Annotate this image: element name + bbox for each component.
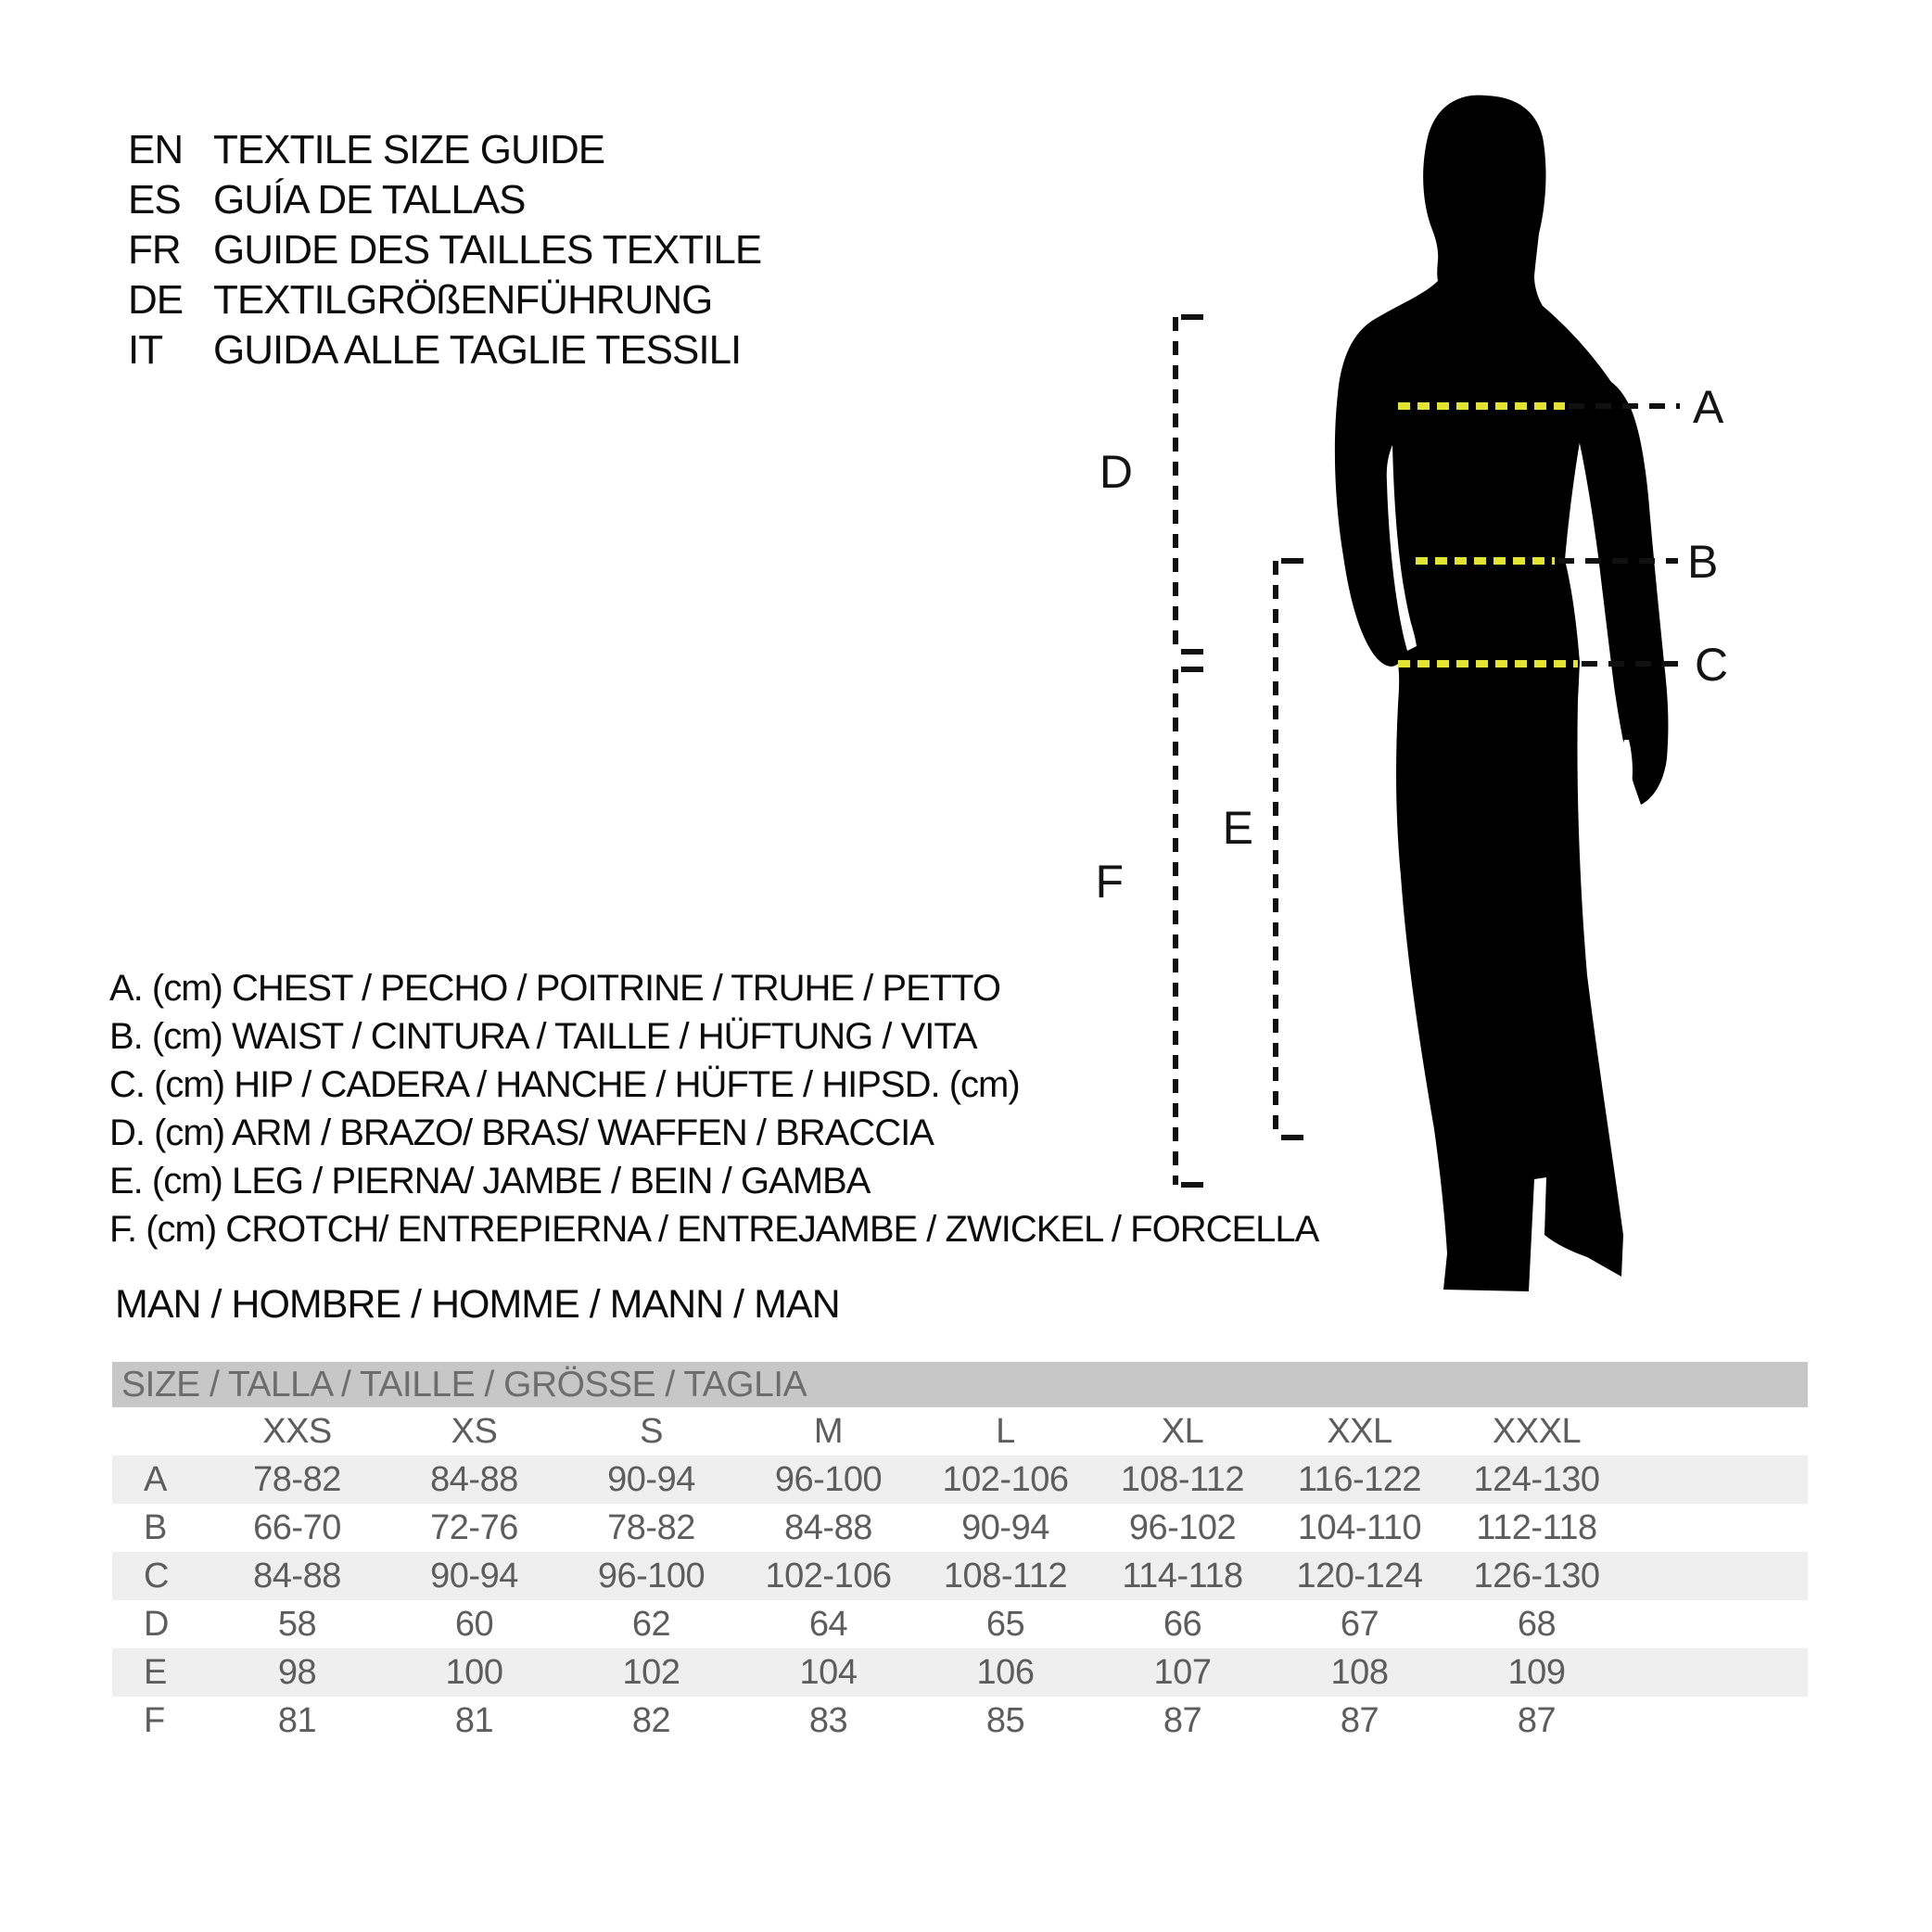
cell: 84-88	[430, 1459, 518, 1499]
figure-label-f: F	[1095, 856, 1124, 908]
cell: 114-118	[1122, 1556, 1243, 1595]
table-row	[112, 1697, 1808, 1745]
cell: 87	[1517, 1700, 1557, 1740]
cell: 87	[1163, 1700, 1202, 1740]
cell: 124-130	[1473, 1459, 1600, 1499]
column-header: XXS	[262, 1411, 332, 1451]
cell: 109	[1507, 1652, 1566, 1692]
cell: 108-112	[1120, 1459, 1245, 1499]
cell: 82	[631, 1700, 671, 1740]
cell: 72-76	[430, 1507, 518, 1547]
row-label: F	[144, 1700, 165, 1740]
row-label: E	[144, 1652, 167, 1692]
language-row	[128, 125, 761, 175]
cell: 90-94	[607, 1459, 695, 1499]
measurement-legend	[109, 964, 1318, 1253]
cell: 65	[985, 1604, 1025, 1644]
language-row	[128, 175, 761, 225]
column-header: XS	[451, 1411, 498, 1451]
figure-label-b: B	[1687, 536, 1719, 588]
category-line: MAN / HOMBRE / HOMME / MANN / MAN	[115, 1282, 840, 1327]
language-title-block	[128, 125, 761, 375]
column-header: XXL	[1327, 1411, 1392, 1451]
legend-item: F. (cm) CROTCH/ ENTREPIERNA / ENTREJAMBE / ZWICKEL / FORCELLA	[109, 1209, 1319, 1250]
cell: 64	[808, 1604, 848, 1644]
cell: 66	[1163, 1604, 1202, 1644]
figure-label-c: C	[1695, 639, 1729, 691]
cell: 68	[1517, 1604, 1557, 1644]
cell: 60	[454, 1604, 494, 1644]
cell: 98	[277, 1652, 317, 1692]
cell: 78-82	[607, 1507, 695, 1547]
column-header: XXXL	[1492, 1411, 1582, 1451]
size-table-title-bar: SIZE / TALLA / TAILLE / GRÖSSE / TAGLIA	[112, 1362, 1808, 1407]
language-code: DE	[128, 277, 184, 323]
cell: 116-122	[1297, 1459, 1422, 1499]
cell: 126-130	[1473, 1556, 1600, 1595]
table-row	[112, 1648, 1808, 1697]
figure-label-e: E	[1222, 802, 1253, 854]
cell: 102-106	[942, 1459, 1069, 1499]
legend-item: D. (cm) ARM / BRAZO/ BRAS/ WAFFEN / BRACCIA	[109, 1112, 934, 1153]
column-header: M	[813, 1411, 844, 1451]
table-row	[112, 1600, 1808, 1648]
cell: 87	[1340, 1700, 1379, 1740]
language-code: ES	[128, 177, 181, 222]
cell: 112-118	[1476, 1507, 1597, 1547]
cell: 66-70	[253, 1507, 341, 1547]
man-silhouette	[1335, 95, 1669, 1291]
size-table	[112, 1362, 1808, 1745]
cell: 84-88	[784, 1507, 872, 1547]
guide-title: GUÍA DE TALLAS	[213, 177, 526, 222]
guide-title: GUIDE DES TAILLES TEXTILE	[213, 227, 762, 273]
figure-label-d: D	[1099, 446, 1133, 498]
cell: 85	[985, 1700, 1025, 1740]
row-label: A	[144, 1459, 167, 1499]
cell: 81	[454, 1700, 494, 1740]
cell: 102-106	[765, 1556, 892, 1595]
cell: 90-94	[430, 1556, 518, 1595]
cell: 107	[1153, 1652, 1212, 1692]
column-header: XL	[1161, 1411, 1204, 1451]
cell: 96-100	[774, 1459, 883, 1499]
cell: 62	[631, 1604, 671, 1644]
cell: 96-102	[1128, 1507, 1237, 1547]
guide-title: GUIDA ALLE TAGLIE TESSILI	[213, 327, 742, 373]
size-table-header-row	[112, 1407, 1808, 1455]
cell: 102	[622, 1652, 680, 1692]
row-label: C	[144, 1556, 169, 1595]
cell: 108	[1330, 1652, 1389, 1692]
legend-item: C. (cm) HIP / CADERA / HANCHE / HÜFTE / HIPSD. (cm)	[109, 1064, 1020, 1105]
legend-item: B. (cm) WAIST / CINTURA / TAILLE / HÜFTUNG / VITA	[109, 1016, 977, 1057]
language-code: EN	[128, 127, 184, 172]
language-row	[128, 325, 761, 375]
cell: 90-94	[961, 1507, 1049, 1547]
table-row	[112, 1455, 1808, 1504]
cell: 100	[445, 1652, 503, 1692]
row-label: D	[144, 1604, 169, 1644]
column-header: L	[996, 1411, 1015, 1451]
row-label: B	[144, 1507, 167, 1547]
table-row	[112, 1504, 1808, 1552]
cell: 108-112	[943, 1556, 1068, 1595]
cell: 84-88	[253, 1556, 341, 1595]
cell: 106	[976, 1652, 1035, 1692]
cell: 83	[808, 1700, 848, 1740]
language-row	[128, 275, 761, 325]
cell: 78-82	[253, 1459, 341, 1499]
language-code: IT	[128, 327, 163, 373]
language-code: FR	[128, 227, 181, 273]
cell: 104	[799, 1652, 858, 1692]
cell: 58	[277, 1604, 317, 1644]
language-row	[128, 225, 761, 275]
cell: 120-124	[1296, 1556, 1423, 1595]
guide-title: TEXTILE SIZE GUIDE	[213, 127, 605, 172]
figure-label-a: A	[1693, 381, 1724, 433]
column-header: S	[640, 1411, 663, 1451]
legend-item: E. (cm) LEG / PIERNA/ JAMBE / BEIN / GAMBA	[109, 1161, 871, 1201]
legend-item: A. (cm) CHEST / PECHO / POITRINE / TRUHE / PETTO	[109, 968, 1001, 1009]
table-row	[112, 1552, 1808, 1600]
cell: 104-110	[1297, 1507, 1422, 1547]
cell: 96-100	[597, 1556, 705, 1595]
cell: 67	[1340, 1604, 1379, 1644]
cell: 81	[277, 1700, 317, 1740]
guide-title: TEXTILGRÖßENFÜHRUNG	[213, 277, 713, 323]
